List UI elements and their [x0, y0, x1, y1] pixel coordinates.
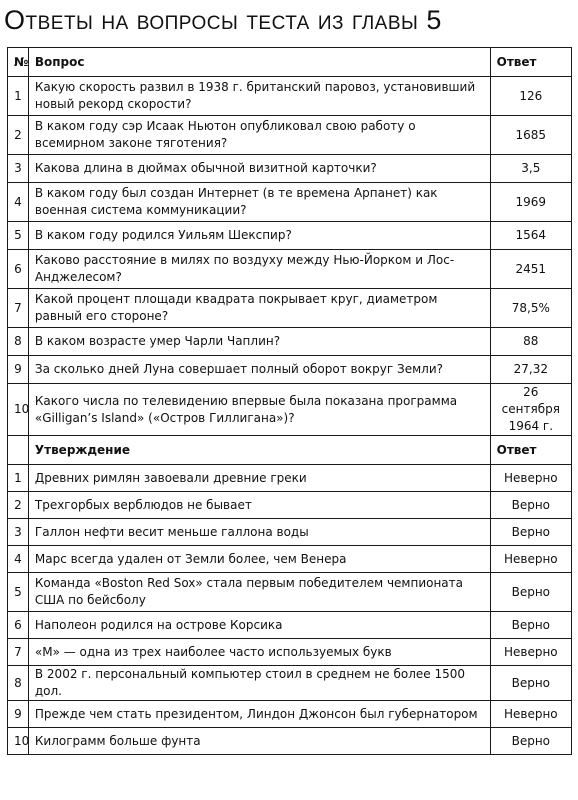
- row-number: 1: [8, 77, 29, 116]
- table-row: [8, 250, 572, 289]
- row-number: 2: [8, 116, 29, 155]
- question-text: В каком году был создан Интернет (в те времена Арпанет) как военная система коммуникации?: [28, 183, 490, 222]
- header-statement: Утверждение: [28, 436, 490, 465]
- row-number: 8: [8, 666, 29, 701]
- answer-value: 1969: [490, 183, 571, 222]
- table-row: [8, 116, 572, 155]
- question-text: В каком году родился Уильям Шекспир?: [28, 222, 490, 250]
- row-number: 4: [8, 183, 29, 222]
- row-number: 3: [8, 155, 29, 183]
- row-number: 7: [8, 289, 29, 328]
- answer-value: Верно: [490, 492, 571, 519]
- answer-value: Неверно: [490, 639, 571, 666]
- row-number: 5: [8, 222, 29, 250]
- table-row: [8, 492, 572, 519]
- question-text: Какую скорость развил в 1938 г. британский паровоз, установивший новый рекорд скорости?: [28, 77, 490, 116]
- table-row: [8, 519, 572, 546]
- table-row: [8, 465, 572, 492]
- question-text: Какого числа по телевидению впервые была показана программа «Gilligan’s Island» («Остров Гиллигана»)?: [28, 384, 490, 436]
- row-number: 3: [8, 519, 29, 546]
- row-number: 7: [8, 639, 29, 666]
- answer-value: 26 сентября 1964 г.: [490, 384, 571, 436]
- header-answer: Ответ: [490, 436, 571, 465]
- answer-value: 78,5%: [490, 289, 571, 328]
- statement-text: В 2002 г. персональный компьютер стоил в среднем не более 1500 дол.: [28, 666, 490, 701]
- table-row: [8, 328, 572, 356]
- answer-value: Неверно: [490, 701, 571, 728]
- row-number: 4: [8, 546, 29, 573]
- statement-text: Древних римлян завоевали древние греки: [28, 465, 490, 492]
- table-row: [8, 77, 572, 116]
- statement-text: Наполеон родился на острове Корсика: [28, 612, 490, 639]
- table-row: [8, 222, 572, 250]
- row-number: 9: [8, 356, 29, 384]
- statement-text: Галлон нефти весит меньше галлона воды: [28, 519, 490, 546]
- answer-value: 88: [490, 328, 571, 356]
- statement-text: Прежде чем стать президентом, Линдон Джонсон был губернатором: [28, 701, 490, 728]
- table-row: [8, 666, 572, 701]
- question-text: Какова длина в дюймах обычной визитной карточки?: [28, 155, 490, 183]
- row-number: 6: [8, 612, 29, 639]
- table-row: [8, 639, 572, 666]
- table-row: [8, 289, 572, 328]
- answers-table: [7, 47, 572, 755]
- answer-value: 2451: [490, 250, 571, 289]
- answer-value: 126: [490, 77, 571, 116]
- statement-text: «М» — одна из трех наиболее часто используемых букв: [28, 639, 490, 666]
- question-text: Какой процент площади квадрата покрывает круг, диаметром равный его стороне?: [28, 289, 490, 328]
- answer-value: Неверно: [490, 546, 571, 573]
- page-title: Ответы на вопросы теста из главы 5: [4, 5, 442, 35]
- table-row: [8, 573, 572, 612]
- question-text: За сколько дней Луна совершает полный оборот вокруг Земли?: [28, 356, 490, 384]
- header-question: Вопрос: [28, 48, 490, 77]
- question-text: В каком возрасте умер Чарли Чаплин?: [28, 328, 490, 356]
- answer-value: 1685: [490, 116, 571, 155]
- answer-value: Верно: [490, 573, 571, 612]
- statement-text: Команда «Boston Red Sox» стала первым победителем чемпионата США по бейсболу: [28, 573, 490, 612]
- table-row: [8, 701, 572, 728]
- header-number: №: [8, 48, 29, 77]
- question-text: В каком году сэр Исаак Ньютон опубликовал свою работу о всемирном законе тяготения?: [28, 116, 490, 155]
- answer-value: Неверно: [490, 465, 571, 492]
- answer-value: 3,5: [490, 155, 571, 183]
- statement-text: Марс всегда удален от Земли более, чем Венера: [28, 546, 490, 573]
- questions-header-row: [8, 48, 572, 77]
- table-row: [8, 384, 572, 436]
- table-row: [8, 728, 572, 755]
- row-number: 2: [8, 492, 29, 519]
- answer-value: Верно: [490, 728, 571, 755]
- answer-value: 1564: [490, 222, 571, 250]
- row-number: 10: [8, 728, 29, 755]
- table-row: [8, 356, 572, 384]
- statements-header-row: [8, 436, 572, 465]
- table-row: [8, 612, 572, 639]
- statement-text: Трехгорбых верблюдов не бывает: [28, 492, 490, 519]
- header-number-blank: [8, 436, 29, 465]
- answer-value: Верно: [490, 519, 571, 546]
- row-number: 10: [8, 384, 29, 436]
- row-number: 8: [8, 328, 29, 356]
- answer-value: Верно: [490, 666, 571, 701]
- row-number: 5: [8, 573, 29, 612]
- header-answer: Ответ: [490, 48, 571, 77]
- table-row: [8, 155, 572, 183]
- row-number: 1: [8, 465, 29, 492]
- answer-value: 27,32: [490, 356, 571, 384]
- answer-value: Верно: [490, 612, 571, 639]
- row-number: 6: [8, 250, 29, 289]
- question-text: Каково расстояние в милях по воздуху между Нью-Йорком и Лос-Анджелесом?: [28, 250, 490, 289]
- row-number: 9: [8, 701, 29, 728]
- table-row: [8, 546, 572, 573]
- statement-text: Килограмм больше фунта: [28, 728, 490, 755]
- table-row: [8, 183, 572, 222]
